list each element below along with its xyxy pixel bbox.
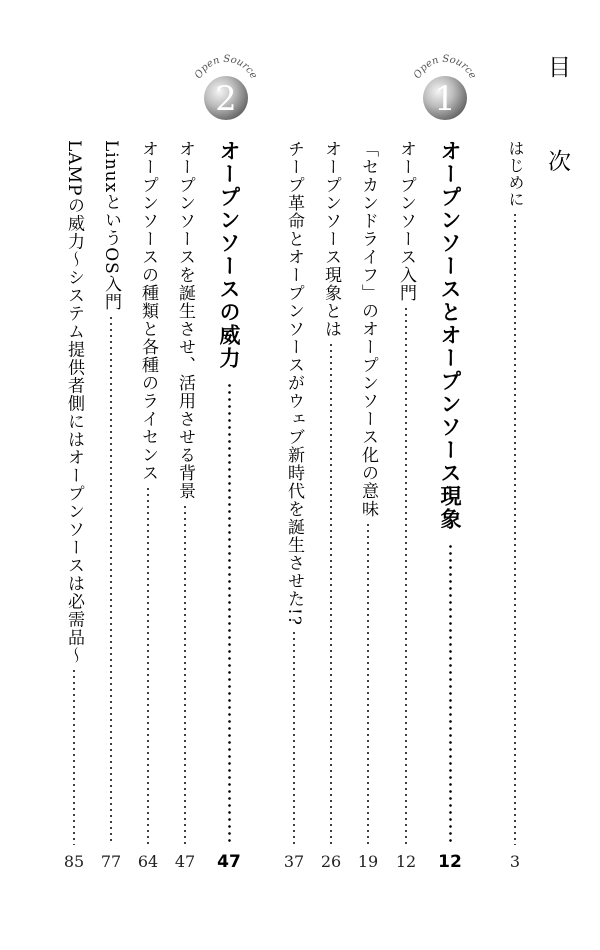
toc-entry-2-4[interactable] bbox=[61, 140, 87, 890]
toc-entry-2-3[interactable] bbox=[98, 140, 124, 890]
toc-page-number: 19 bbox=[357, 852, 379, 871]
dot-leader bbox=[449, 543, 452, 845]
toc-entry-2-2[interactable] bbox=[135, 140, 161, 890]
toc-entry-title: オープンソースの種類と各種のライセンス bbox=[138, 140, 158, 482]
badge-number: 2 bbox=[215, 79, 237, 119]
chapter-1-badge bbox=[405, 50, 485, 130]
dot-leader bbox=[228, 382, 231, 845]
toc-page-number: 3 bbox=[509, 852, 521, 871]
toc-entry-1-3[interactable] bbox=[318, 140, 344, 890]
toc-page-number: 37 bbox=[283, 852, 305, 871]
toc-page-number: 26 bbox=[320, 852, 342, 871]
badge-label: Open Source bbox=[193, 53, 260, 81]
toc-entry-title: LinuxというOS入門 bbox=[101, 140, 121, 311]
toc-page-number: 47 bbox=[217, 852, 241, 872]
dot-leader bbox=[514, 212, 516, 845]
toc-page-number: 47 bbox=[174, 852, 196, 871]
toc-page-number: 64 bbox=[137, 852, 159, 871]
toc-entry-1-4[interactable] bbox=[281, 140, 307, 890]
dot-leader bbox=[330, 342, 332, 845]
chapter-title: オープンソースの威力 bbox=[217, 140, 241, 370]
dot-leader bbox=[73, 668, 75, 845]
dot-leader bbox=[293, 630, 295, 845]
toc-entry-title: LAMPの威力〜システム提供者側にはオープンソースは必需品〜 bbox=[64, 140, 84, 665]
toc-entry-title: チープ革命とオープンソースがウェブ新時代を誕生させた!? bbox=[284, 140, 304, 626]
dot-leader bbox=[147, 486, 149, 845]
toc-entry-1-2[interactable] bbox=[355, 140, 381, 890]
dot-leader bbox=[110, 315, 112, 845]
dot-leader bbox=[367, 522, 369, 845]
toc-page-number: 12 bbox=[395, 852, 417, 871]
toc-title: 目 次 bbox=[544, 55, 570, 196]
toc-entry-intro[interactable] bbox=[502, 140, 528, 890]
chapter-2-badge bbox=[186, 50, 266, 130]
toc-page-number: 85 bbox=[63, 852, 85, 871]
toc-chapter-2[interactable] bbox=[216, 140, 242, 890]
toc-chapter-1[interactable] bbox=[437, 140, 463, 890]
badge-number: 1 bbox=[434, 79, 456, 119]
toc-entry-title: オープンソース現象とは bbox=[321, 140, 341, 338]
toc-entry-1-1[interactable] bbox=[393, 140, 419, 890]
toc-entry-2-1[interactable] bbox=[172, 140, 198, 890]
dot-leader bbox=[405, 306, 407, 845]
toc-entry-title: オープンソースを誕生させ、活用させる背景 bbox=[175, 140, 195, 500]
toc-entry-title: はじめに bbox=[506, 140, 525, 208]
badge-label: Open Source bbox=[412, 53, 479, 81]
toc-page-number: 77 bbox=[100, 852, 122, 871]
toc-entry-title: 「セカンドライフ」のオープンソース化の意味 bbox=[358, 140, 378, 518]
dot-leader bbox=[184, 504, 186, 845]
toc-page-number: 12 bbox=[438, 852, 462, 872]
chapter-title: オープンソースとオープンソース現象 bbox=[438, 140, 462, 531]
toc-entry-title: オープンソース入門 bbox=[396, 140, 416, 302]
